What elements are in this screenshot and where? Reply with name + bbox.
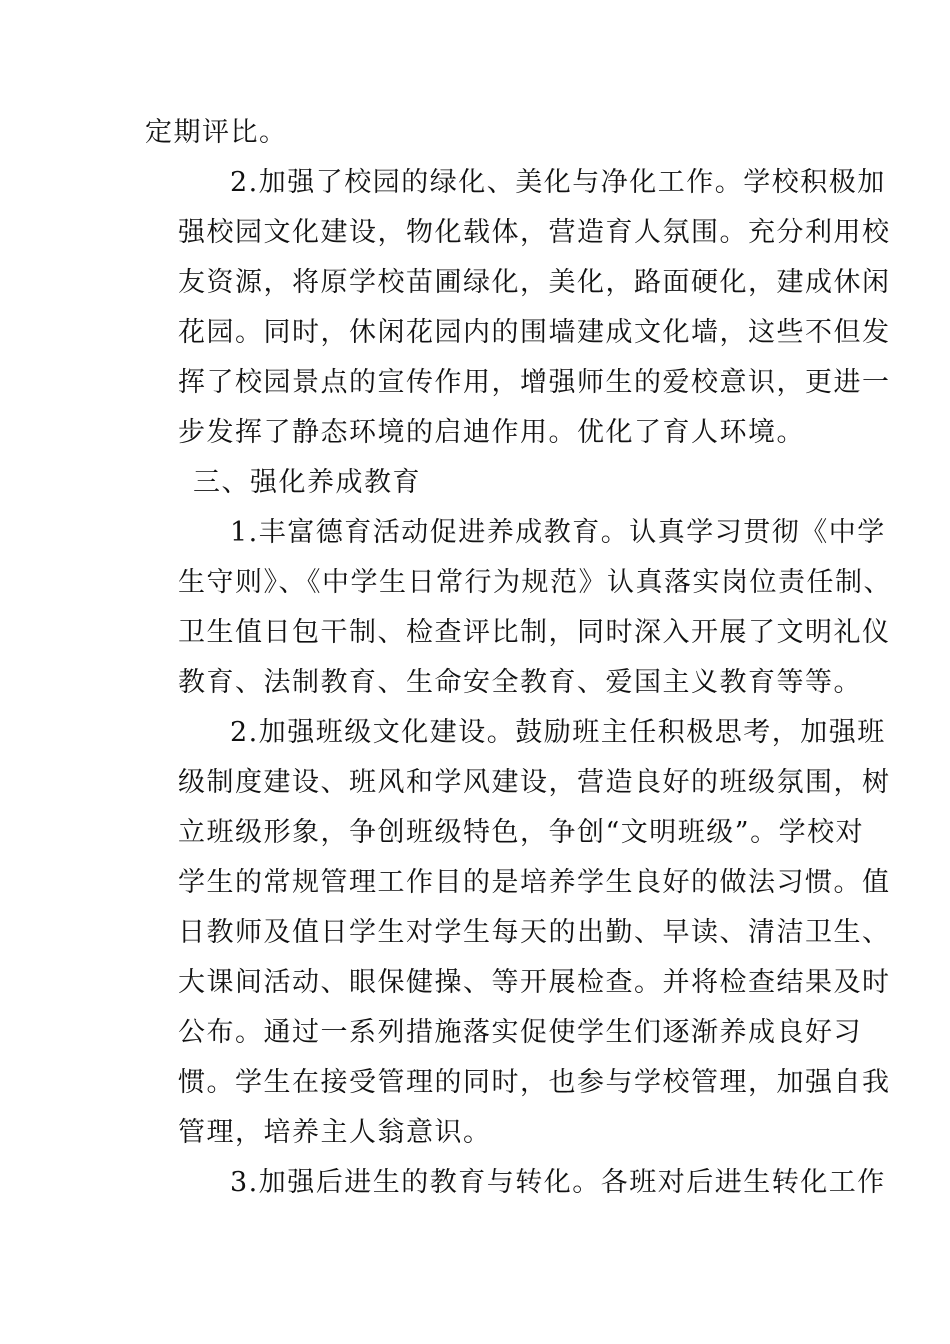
paragraph-first-line: 2.加强了校园的绿化、美化与净化工作。学校积极加 — [230, 167, 886, 198]
text-line: 强校园文化建设，物化载体，营造育人氛围。充分利用校 — [178, 217, 891, 248]
paragraph-first-line: 2.加强班级文化建设。鼓励班主任积极思考，加强班 — [230, 717, 886, 748]
paragraph-first-line: 3.加强后进生的教育与转化。各班对后进生转化工作 — [230, 1167, 886, 1198]
paragraph-first-line: 1.丰富德育活动促进养成教育。认真学习贯彻《中学 — [230, 517, 886, 548]
text-line: 教育、法制教育、生命安全教育、爱国主义教育等等。 — [178, 667, 862, 698]
text-line: 花园。同时，休闲花园内的围墙建成文化墙，这些不但发 — [178, 317, 891, 348]
text-line: 公布。通过一系列措施落实促使学生们逐渐养成良好习 — [178, 1017, 862, 1048]
text-line: 步发挥了静态环境的启迪作用。优化了育人环境。 — [178, 417, 805, 448]
text-line: 生守则》、《中学生日常行为规范》认真落实岗位责任制、 — [178, 567, 892, 598]
text-line: 日教师及值日学生对学生每天的出勤、早读、清洁卫生、 — [178, 917, 891, 948]
text-line: 大课间活动、眼保健操、等开展检查。并将检查结果及时 — [178, 967, 891, 998]
section-heading: 三、强化养成教育 — [193, 467, 421, 498]
text-line: 立班级形象，争创班级特色，争创“文明班级”。学校对 — [178, 817, 865, 848]
text-line: 定期评比。 — [145, 117, 288, 148]
text-line: 级制度建设、班风和学风建设，营造良好的班级氛围，树 — [178, 767, 891, 798]
text-line: 挥了校园景点的宣传作用，增强师生的爱校意识，更进一 — [178, 367, 891, 398]
text-line: 学生的常规管理工作目的是培养学生良好的做法习惯。值 — [178, 867, 891, 898]
text-line: 惯。学生在接受管理的同时，也参与学校管理，加强自我 — [178, 1067, 891, 1098]
text-line: 友资源，将原学校苗圃绿化，美化，路面硬化，建成休闲 — [178, 267, 891, 298]
text-line: 管理，培养主人翁意识。 — [178, 1117, 492, 1148]
text-line: 卫生值日包干制、检查评比制，同时深入开展了文明礼仪 — [178, 617, 891, 648]
